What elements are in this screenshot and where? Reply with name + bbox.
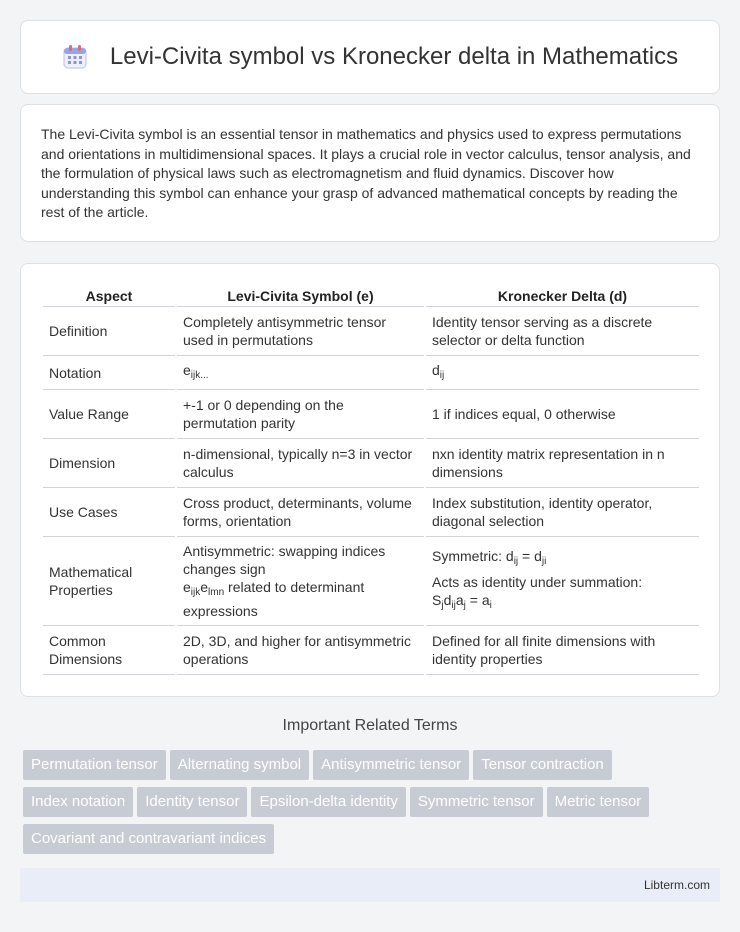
- tag-permutation-tensor[interactable]: Permutation tensor: [23, 750, 166, 780]
- related-terms-tags: [23, 750, 723, 861]
- cell-aspect: Notation: [43, 356, 175, 390]
- tag-index-notation[interactable]: Index notation: [23, 787, 133, 817]
- tag-identity-tensor[interactable]: Identity tensor: [137, 787, 247, 817]
- cell-levi-civita: Completely antisymmetric tensor used in permutations: [177, 307, 424, 356]
- cell-levi-civita: +-1 or 0 depending on the permutation parity: [177, 390, 424, 439]
- table-header-row: [43, 284, 699, 307]
- cell-aspect: Dimension: [43, 439, 175, 488]
- tag-symmetric-tensor[interactable]: Symmetric tensor: [410, 787, 543, 817]
- cell-kronecker: Defined for all finite dimensions with identity properties: [426, 626, 699, 675]
- column-header-levi-civita: Levi-Civita Symbol (e): [177, 284, 424, 307]
- column-header-aspect: Aspect: [43, 284, 175, 307]
- footer-brand[interactable]: Libterm.com: [643, 878, 710, 892]
- table-row: [43, 439, 699, 488]
- tag-metric-tensor[interactable]: Metric tensor: [547, 787, 650, 817]
- cell-levi-civita: $e_{ijk...}$: [177, 356, 424, 390]
- footer: [20, 868, 720, 902]
- cell-kronecker: Symmetric: $d_{ij} = d_{ji}$ Acts as identity under summation: $S_jd_{ij}a_j = a_i$: [426, 537, 699, 626]
- tag-epsilon-delta-identity[interactable]: Epsilon-delta identity: [251, 787, 405, 817]
- cell-levi-civita: 2D, 3D, and higher for antisymmetric operations: [177, 626, 424, 675]
- intro-paragraph: The Levi-Civita symbol is an essential tensor in mathematics and physics used to express permutations and orientations in multidimensional spaces. It plays a crucial role in vector calculus, tensor analysis, and the formulation of physical laws such as electromagnetism and fluid dynamics. Discover how understanding this symbol can enhance your grasp of advanced mathematical concepts by reading the rest of the article.: [41, 126, 691, 221]
- table-row: [43, 488, 699, 537]
- cell-aspect: Use Cases: [43, 488, 175, 537]
- tag-antisymmetric-tensor[interactable]: Antisymmetric tensor: [313, 750, 469, 780]
- table-row: [43, 537, 699, 626]
- cell-levi-civita: Cross product, determinants, volume forms, orientation: [177, 488, 424, 537]
- cell-kronecker: nxn identity matrix representation in n dimensions: [426, 439, 699, 488]
- column-header-kronecker: Kronecker Delta (d): [426, 284, 699, 307]
- table-row: [43, 390, 699, 439]
- page-title: Levi-Civita symbol vs Kronecker delta in Mathematics: [109, 43, 679, 70]
- table-row: [43, 356, 699, 390]
- cell-levi-civita: Antisymmetric: swapping indices changes sign $e_{ijk}e_{lmn}$ related to determinant expressions: [177, 537, 424, 626]
- cell-levi-civita: n-dimensional, typically n=3 in vector calculus: [177, 439, 424, 488]
- comparison-table-card: [20, 263, 720, 697]
- cell-kronecker: $d_{ij}$: [426, 356, 699, 390]
- cell-kronecker: 1 if indices equal, 0 otherwise: [426, 390, 699, 439]
- table-row: [43, 307, 699, 356]
- cell-aspect: Value Range: [43, 390, 175, 439]
- cell-aspect: Common Dimensions: [43, 626, 175, 675]
- header-card: [20, 20, 720, 94]
- calendar-grid-icon: [62, 44, 88, 70]
- cell-kronecker: Index substitution, identity operator, diagonal selection: [426, 488, 699, 537]
- tag-alternating-symbol[interactable]: Alternating symbol: [170, 750, 309, 780]
- cell-aspect: Mathematical Properties: [43, 537, 175, 626]
- related-terms-title: Important Related Terms: [282, 717, 458, 734]
- table-row: [43, 626, 699, 675]
- intro-card: [20, 104, 720, 242]
- tag-covariant-contravariant-indices[interactable]: Covariant and contravariant indices: [23, 824, 274, 854]
- cell-aspect: Definition: [43, 307, 175, 356]
- cell-kronecker: Identity tensor serving as a discrete selector or delta function: [426, 307, 699, 356]
- comparison-table: [41, 284, 701, 675]
- tag-tensor-contraction[interactable]: Tensor contraction: [473, 750, 612, 780]
